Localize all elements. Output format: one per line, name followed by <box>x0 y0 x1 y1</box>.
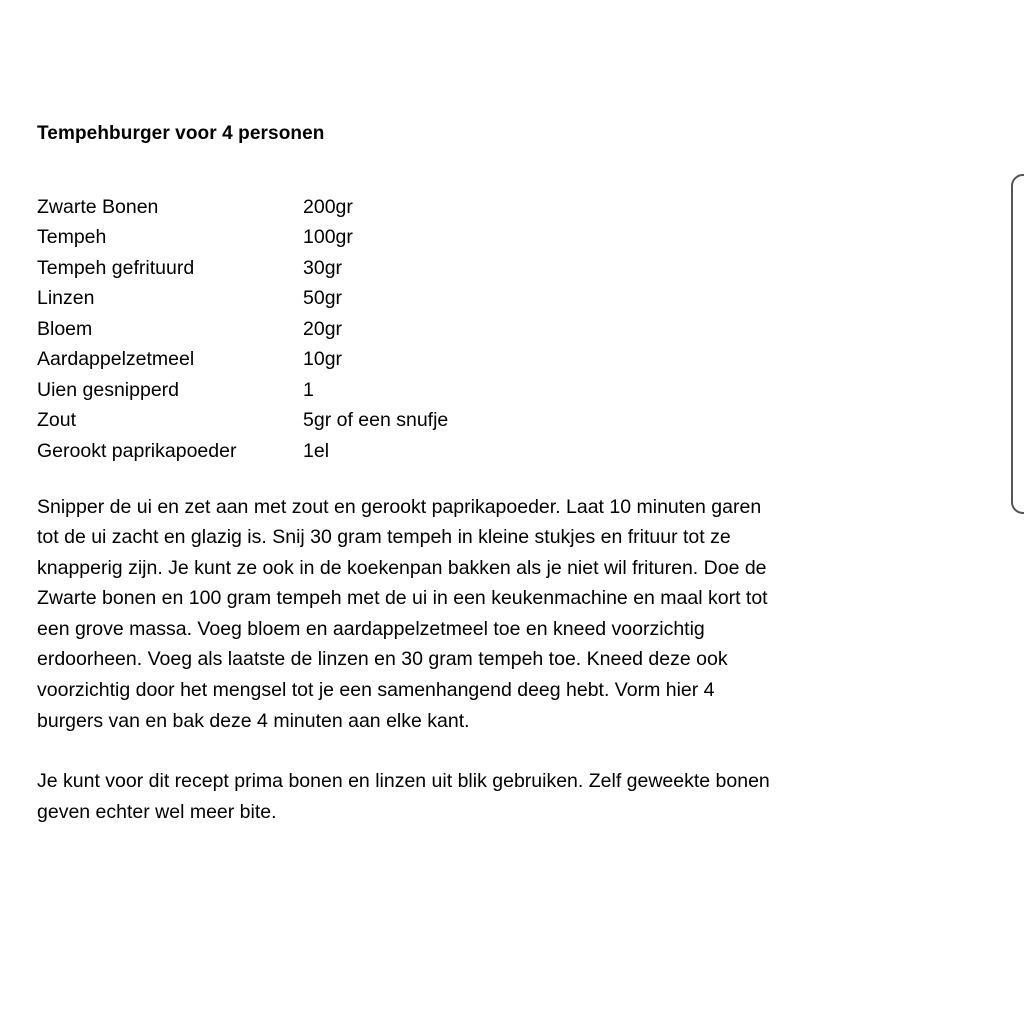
ingredient-row <box>37 345 937 376</box>
ingredient-row <box>37 406 937 437</box>
tip-paragraph: Je kunt voor dit recept prima bonen en linzen uit blik gebruiken. Zelf geweekte bonen geven echter wel meer bite. <box>37 770 770 823</box>
ingredient-name: Tempeh gefrituurd <box>37 256 195 279</box>
document-page <box>37 121 937 827</box>
ingredient-row <box>37 314 937 345</box>
device-frame-edge <box>1011 174 1024 514</box>
ingredient-row <box>37 436 937 467</box>
ingredient-quantity: 1 <box>303 378 314 401</box>
ingredient-quantity: 30gr <box>303 256 343 279</box>
ingredient-name: Bloem <box>37 317 93 340</box>
ingredient-name: Uien gesnipperd <box>37 378 180 401</box>
ingredient-quantity: 5gr of een snufje <box>303 409 449 432</box>
ingredient-quantity: 200gr <box>303 195 353 218</box>
ingredient-name: Zout <box>37 409 77 432</box>
ingredient-name: Zwarte Bonen <box>37 195 159 218</box>
ingredient-row <box>37 284 937 315</box>
ingredient-row <box>37 192 937 223</box>
instructions-paragraph: Snipper de ui en zet aan met zout en gerookt paprikapoeder. Laat 10 minuten garen tot de ui zacht en glazig is. Snij 30 gram tempeh in kleine stukjes en frituur tot ze knapperig zijn. Je kunt ze ook in de koekenpan bakken als je niet wil frituren. Doe de Zwarte bonen en 100 gram tempeh met de ui in een keukenmachine en maal kort tot een grove massa. Voeg bloem en aardappelzetmeel toe en kneed voorzichtig erdoorheen. Voeg als laatste de linzen en 30 gram tempeh toe. Kneed deze ook voorzichtig door het mengsel tot je een samenhangend deeg hebt. Vorm hier 4 burgers van en bak deze 4 minuten aan elke kant. <box>37 495 768 732</box>
ingredient-list <box>37 192 937 467</box>
ingredient-name: Gerookt paprikapoeder <box>37 439 237 462</box>
ingredient-quantity: 100gr <box>303 226 353 249</box>
ingredient-row <box>37 253 937 284</box>
ingredient-quantity: 20gr <box>303 317 343 340</box>
ingredient-name: Linzen <box>37 287 95 310</box>
ingredient-row <box>37 375 937 406</box>
recipe-title: Tempehburger voor 4 personen <box>37 123 325 144</box>
ingredient-row <box>37 223 937 254</box>
ingredient-name: Tempeh <box>37 226 107 249</box>
ingredient-quantity: 10gr <box>303 348 343 371</box>
ingredient-quantity: 1el <box>303 439 330 462</box>
ingredient-quantity: 50gr <box>303 287 343 310</box>
ingredient-name: Aardappelzetmeel <box>37 348 195 371</box>
